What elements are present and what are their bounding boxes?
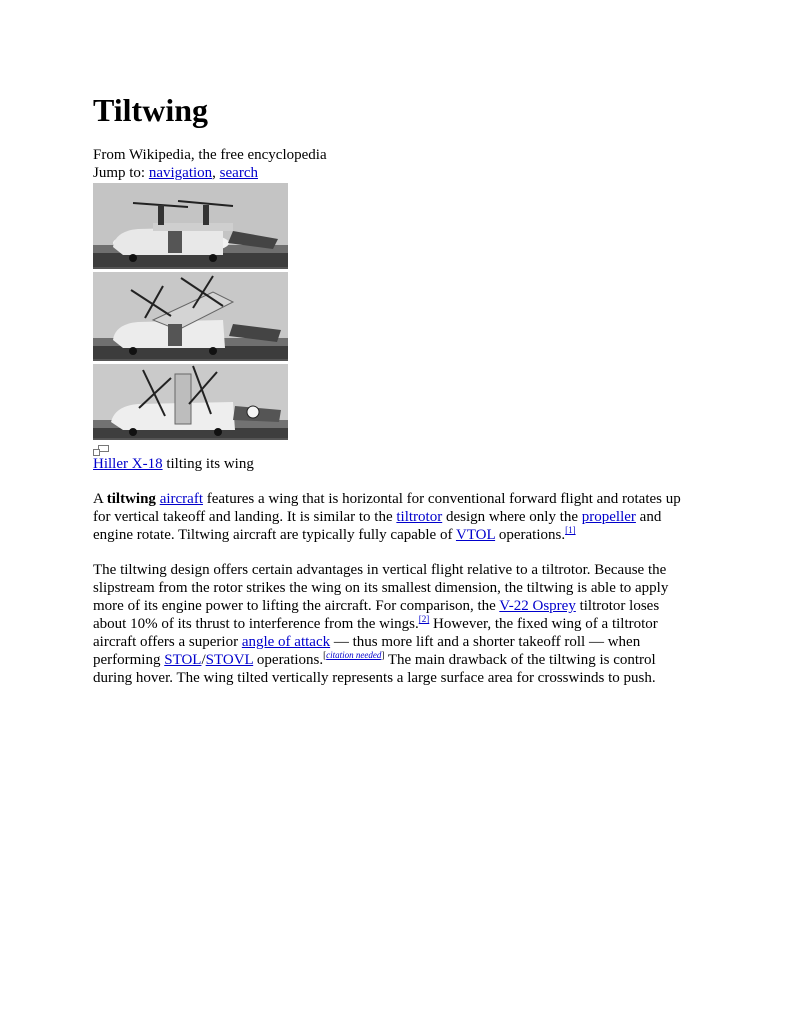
text: / (201, 652, 206, 668)
jump-separator: , (212, 165, 220, 181)
stol-link[interactable]: STOL (164, 652, 202, 668)
vtol-link[interactable]: VTOL (455, 527, 496, 543)
text: However, the fixed wing of a tiltrotor aircraft offers a superior (93, 616, 658, 650)
reference-1 (565, 525, 576, 535)
text: design where only the (442, 509, 582, 525)
text: The main drawback of the tiltwing is control during hover. The wing tilted vertically represents a large surface area for crosswinds to push. (93, 652, 656, 686)
bracket: ] (381, 650, 385, 660)
hiller-x18-photo-3[interactable] (93, 364, 288, 440)
aircraft-link[interactable]: aircraft (159, 491, 203, 507)
reference-2 (419, 614, 430, 624)
jump-navigation-link[interactable]: navigation (148, 165, 213, 181)
text: features a wing that is horizontal for conventional forward flight and rotates up for vertical takeoff and landing. It is similar to the (93, 491, 681, 525)
thumbnail-figure (93, 183, 289, 473)
figure-caption (93, 455, 289, 473)
reference-1-link[interactable]: [1] (565, 525, 576, 535)
jump-to-label: Jump to: (93, 165, 149, 181)
stovl-link[interactable]: STOVL (205, 652, 254, 668)
hiller-x18-photo-1[interactable] (93, 183, 288, 269)
bold-term: tiltwing (106, 491, 156, 507)
citation-needed-link[interactable]: citation needed (326, 650, 382, 660)
hiller-x18-link[interactable]: Hiller X-18 (93, 456, 163, 472)
text: operations. (253, 652, 324, 668)
reference-2-link[interactable]: [2] (418, 614, 430, 624)
jump-search-link[interactable]: search (219, 165, 258, 181)
text: — thus more lift and a shorter takeoff roll — when performing (93, 634, 641, 668)
hiller-x18-photo-2[interactable] (93, 272, 288, 361)
intro-paragraph (93, 490, 693, 544)
article-body (93, 92, 693, 687)
text: and engine rotate. Tiltwing aircraft are typically fully capable of (93, 509, 662, 543)
text: operations. (495, 527, 566, 543)
magnify-clip-icon[interactable] (93, 443, 289, 454)
propeller-link[interactable]: propeller (581, 509, 636, 525)
text: The tiltwing design offers certain advantages in vertical flight relative to a tiltrotor. Because the slipstream from the rotor strikes the wing on its smallest dimension, the tiltwing is able to apply more of its engine power to lifting the aircraft. For comparison, the (93, 562, 669, 614)
angle-of-attack-link[interactable]: angle of attack (241, 634, 331, 650)
bracket: [ (323, 650, 327, 660)
tagline: From Wikipedia, the free encyclopedia (93, 147, 327, 163)
page-title: Tiltwing (93, 92, 208, 128)
advantages-paragraph (93, 561, 693, 687)
caption-text: tilting its wing (162, 456, 254, 472)
v22-osprey-link[interactable]: V-22 Osprey (499, 598, 576, 614)
jump-to-bar (93, 164, 693, 182)
text: A (93, 491, 107, 507)
text: tiltrotor loses about 10% of its thrust to interference from the wings. (93, 598, 660, 632)
citation-needed (323, 650, 384, 660)
tiltrotor-link[interactable]: tiltrotor (396, 509, 443, 525)
